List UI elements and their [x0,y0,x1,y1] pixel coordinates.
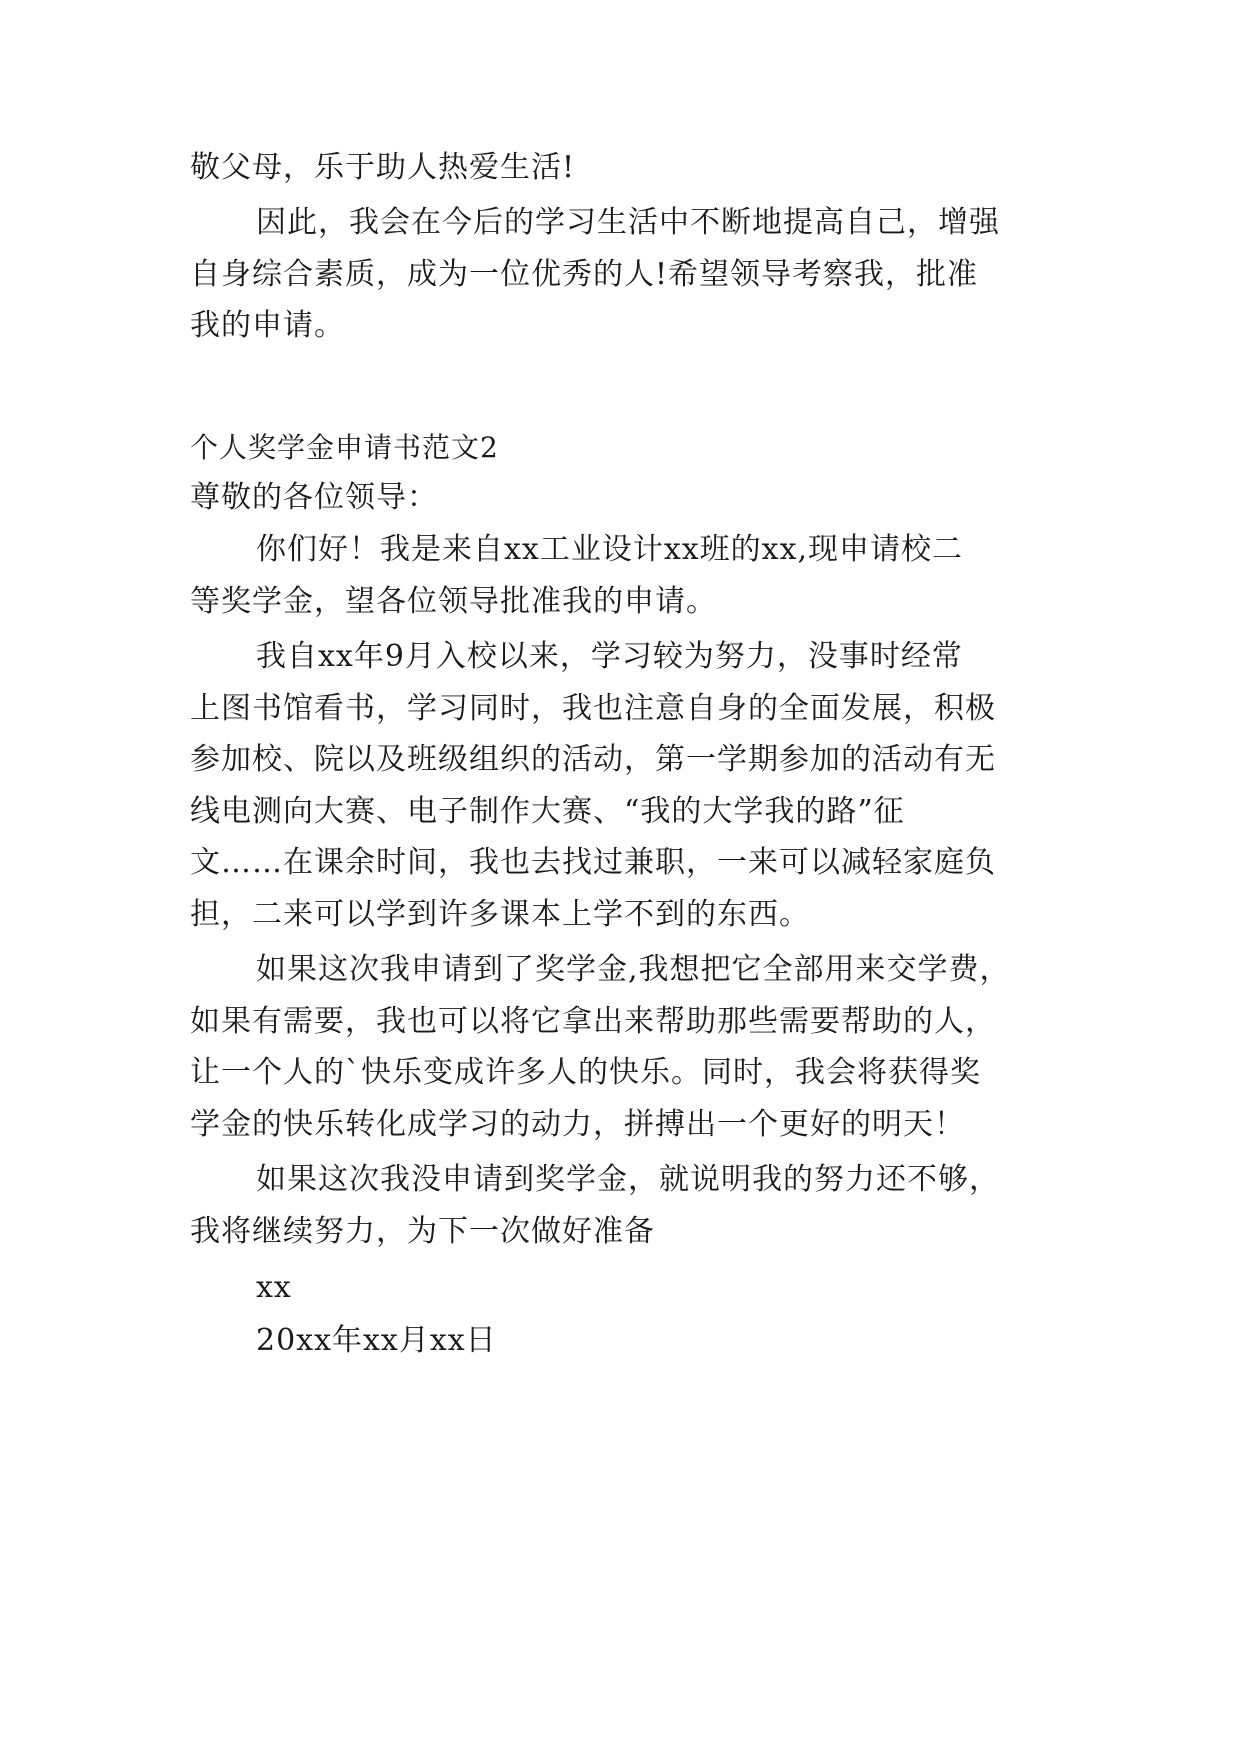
paragraph-line: 如果有需要，我也可以将它拿出来帮助那些需要帮助的人， [190,1004,996,1039]
paragraph-line: 如果这次我申请到了奖学金,我想把它全部用来交学费， [256,952,1011,987]
paragraph-line: 参加校、院以及班级组织的活动，第一学期参加的活动有无 [190,742,996,777]
paragraph-line: 你们好！我是来自xx工业设计xx班的xx,现申请校二 [256,532,964,567]
paragraph-line: 等奖学金，望各位领导批准我的申请。 [190,584,717,619]
salutation: 尊敬的各位领导： [190,480,438,515]
paragraph-line: 担，二来可以学到许多课本上学不到的东西。 [190,897,810,932]
paragraph-line: 让一个人的`快乐变成许多人的快乐。同时，我会将获得奖 [190,1055,981,1090]
paragraph-line: 文……在课余时间，我也去找过兼职，一来可以减轻家庭负 [190,845,996,880]
paragraph-line: 我将继续努力，为下一次做好准备 [190,1214,655,1249]
section-title: 个人奖学金申请书范文2 [190,431,499,464]
continued-text-line: 敬父母，乐于助人热爱生活! [190,150,576,185]
paragraph-line: 上图书馆看书，学习同时，我也注意自身的全面发展，积极 [190,691,996,726]
signature-name: xx [256,1270,292,1305]
paragraph-line: 如果这次我没申请到奖学金，就说明我的努力还不够， [256,1162,1000,1197]
conclusion-line: 我的申请。 [190,308,345,343]
conclusion-line: 自身综合素质，成为一位优秀的人!希望领导考察我，批准 [190,257,979,292]
paragraph-line: 我自xx年9月入校以来，学习较为努力，没事时经常 [256,639,963,674]
conclusion-line: 因此，我会在今后的学习生活中不断地提高自己，增强 [256,205,1000,240]
signature-date: 20xx年xx月xx日 [256,1323,497,1358]
paragraph-line: 线电测向大赛、电子制作大赛、“我的大学我的路”征 [190,794,905,829]
paragraph-line: 学金的快乐转化成学习的动力，拼搏出一个更好的明天！ [190,1107,965,1142]
